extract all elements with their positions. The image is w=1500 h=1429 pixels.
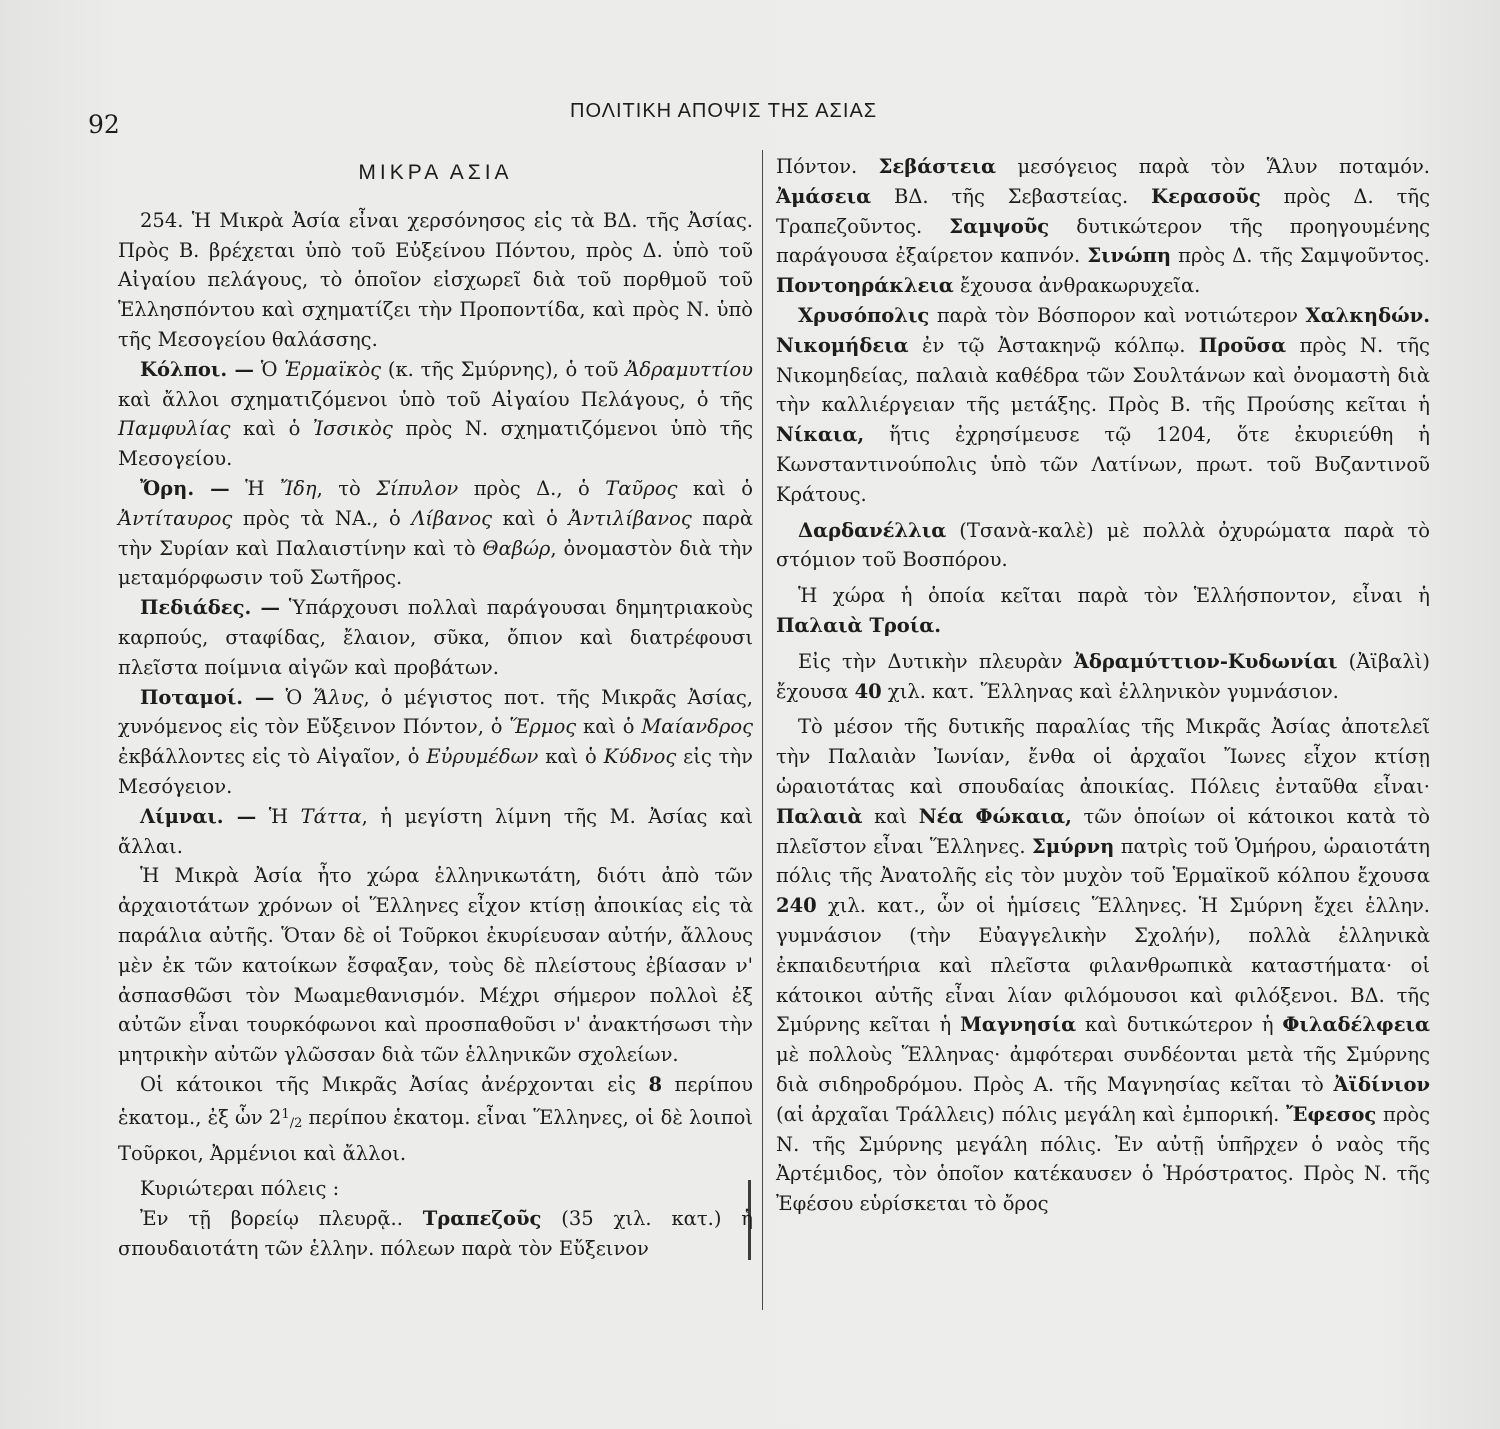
paragraph-plains: Πεδιάδες. — Ὑπάρχουσι πολλαὶ παράγουσαι δημητριακοὺς καρπούς, σταφίδας, ἔλαιον, σῦκα, ὄπιον καὶ διατρέφουσι πλεῖστα ποίμνια αἰγῶν καὶ προβάτων. [118, 596, 753, 679]
page-number: 92 [88, 110, 120, 139]
paragraph-rivers: Ποταμοί. — Ὁ Ἅλυς, ὁ μέγιστος ποτ. τῆς Μικρᾶς Ἀσίας, χυνόμενος εἰς τὸν Εὔξεινον Πόντον, ὁ Ἕρμος καὶ ὁ Μαίανδρος ἐκβάλλοντες εἰς τὸ Αἰγαῖον, ὁ Εὐρυμέδων καὶ ὁ Κύδνος εἰς τὴν Μεσόγειον. [118, 685, 753, 798]
paragraph-254: 254. Ἡ Μικρὰ Ἀσία εἶναι χερσόνησος εἰς τὰ ΒΔ. τῆς Ἀσίας. Πρὸς Β. βρέχεται ὑπὸ τοῦ Εὐξείνου Πόντου, πρὸς Δ. ὑπὸ τοῦ Αἰγαίου πελάγους, τὸ ὁποῖον εἰσχωρεῖ διὰ τοῦ πορθμοῦ τοῦ Ἑλλησπόντου καὶ σχηματίζει τὴν Προποντίδα, καὶ πρὸς Ν. ὑπὸ τῆς Μεσογείου θαλάσσης. [118, 208, 753, 351]
paragraph-pontus: Πόντον. Σεβάστεια μεσόγειος παρὰ τὸν Ἅλυν ποταμόν. Ἀμάσεια ΒΔ. τῆς Σεβαστείας. Κερασοῦς πρὸς Δ. τῆς Τραπεζοῦντος. Σαμψοῦς δυτικώτερον τῆς προηγουμένης παράγουσα ἐξαίρετον καπνόν. Σινώπη πρὸς Δ. τῆς Σαμψοῦντος. Ποντοηράκλεια ἔχουσα ἀνθρακωρυχεῖα. [776, 155, 1430, 298]
heading-mountains: Ὄρη. — [140, 476, 230, 500]
cities-heading: Κυριώτεραι πόλεις : [140, 1177, 340, 1201]
heading-rivers: Ποταμοί. — [140, 685, 275, 709]
paragraph-dardanelles: Δαρδανέλλια (Τσανὰ-καλὲ) μὲ πολλὰ ὀχυρώματα παρὰ τὸ στόμιον τοῦ Βοσπόρου. [776, 518, 1430, 572]
left-column [118, 152, 753, 1264]
paragraph-population: Οἱ κάτοικοι τῆς Μικρᾶς Ἀσίας ἀνέρχονται εἰς 8 περίπου ἑκατομ., ἐξ ὧν $2^1_{/2}$ περίπου ἑκατομ. εἶναι Ἕλληνες, οἱ δὲ λοιποὶ Τοῦρκοι, Ἀρμένιοι καὶ ἄλλοι. [118, 1072, 753, 1165]
paragraph-mountains: Ὄρη. — Ἡ Ἴδη, τὸ Σίπυλον πρὸς Δ., ὁ Ταῦρος καὶ ὁ Ἀντίταυρος πρὸς τὰ ΝΑ., ὁ Λίβανος καὶ ὁ Ἀντιλίβανος παρὰ τὴν Συρίαν καὶ Παλαιστίνην καὶ τὸ Θαβώρ, ὀνομαστὸν διὰ τὴν μεταμόρφωσιν τοῦ Σωτῆρος. [118, 476, 754, 590]
paragraph-ionia: Τὸ μέσον τῆς δυτικῆς παραλίας τῆς Μικρᾶς Ἀσίας ἀποτελεῖ τὴν Παλαιὰν Ἰωνίαν, ἔνθα οἱ ἀρχαῖοι Ἴωνες εἶχον κτίσῃ ὡραιοτάτας καὶ σπουδαίας ἀποικίας. Πόλεις ἐνταῦθα εἶναι· Παλαιὰ καὶ Νέα Φώκαια, τῶν ὁποίων οἱ κάτοικοι κατὰ τὸ πλεῖστον εἶναι Ἕλληνες. Σμύρνη πατρὶς τοῦ Ὁμήρου, ὡραιοτάτη πόλις τῆς Ἀνατολῆς εἰς τὸν μυχὸν τοῦ Ἑρμαϊκοῦ κόλπου ἔχουσα 240 χιλ. κατ., ὧν οἱ ἡμίσεις Ἕλληνες. Ἡ Σμύρνη ἔχει ἑλλην. γυμνάσιον (τὴν Εὐαγγελικὴν Σχολήν), πολλὰ ἑλληνικὰ ἐκπαιδευτήρια καὶ πλεῖστα φιλανθρωπικὰ καταστήματα· οἱ κάτοικοι αὐτῆς εἶναι λίαν φιλόμουσοι καὶ φιλόξενοι. ΒΔ. τῆς Σμύρνης κεῖται ἡ Μαγνησία καὶ δυτικώτερον ἡ Φιλαδέλφεια μὲ πολλοὺς Ἕλληνας· ἀμφότεραι συνδέονται μετὰ τῆς Σμύρνης διὰ σιδηροδρόμου. Πρὸς Α. τῆς Μαγνησίας κεῖται τὸ Ἀϊδίνιον (αἱ ἀρχαῖαι Τράλλεις) πόλις μεγάλη καὶ ἐμπορική. Ἔφεσος πρὸς Ν. τῆς Σμύρνης μεγάλη πόλις. Ἐν αὐτῇ ὑπῆρχεν ὁ ναὸς τῆς Ἀρτέμιδος, τὸν ὁποῖον κατέκαυσεν ὁ Ἡρόστρατος. Πρὸς Ν. τῆς Ἐφέσου εὑρίσκεται τὸ ὄρος [776, 715, 1431, 1216]
heading-lakes: Λίμναι. — [140, 804, 257, 828]
column-divider [762, 150, 763, 1310]
paragraph-lakes: Λίμναι. — Ἡ Τάττα, ἡ μεγίστη λίμνη τῆς Μ. Ἀσίας καὶ ἄλλαι. [118, 804, 754, 858]
paragraph-gulfs: Κόλποι. — Ὁ Ἑρμαϊκὸς (κ. τῆς Σμύρνης), ὁ τοῦ Ἀδραμυττίου καὶ ἄλλοι σχηματιζόμενοι ὑπὸ τοῦ Αἰγαίου Πελάγους, ὁ τῆς Παμφυλίας καὶ ὁ Ἰσσικὸς πρὸς Ν. σχηματιζόμενοι ὑπὸ τῆς Μεσογείου. [118, 357, 754, 471]
paragraph-bosporus: Χρυσόπολις παρὰ τὸν Βόσπορον καὶ νοτιώτερον Χαλκηδών. Νικομήδεια ἐν τῷ Ἀστακηνῷ κόλπῳ. Προῦσα πρὸς Ν. τῆς Νικομηδείας, παλαιὰ καθέδρα τῶν Σουλτάνων καὶ ὀνομαστὴ διὰ τὴν καλλιέργειαν τῆς μετάξης. Πρὸς Β. τῆς Προύσης κεῖται ἡ Νίκαια, ἥτις ἐχρησίμευσε τῷ 1204, ὅτε ἐκυριεύθη ἡ Κωνσταντινούπολις ὑπὸ τῶν Λατίνων, πρωτ. τοῦ Βυζαντινοῦ Κράτους. [776, 303, 1430, 506]
heading-plains: Πεδιάδες. — [140, 596, 281, 620]
section-title: ΜΙΚΡΑ ΑΣΙΑ [358, 161, 513, 184]
paragraph-history: Ἡ Μικρὰ Ἀσία ἦτο χώρα ἑλληνικωτάτη, διότι ἀπὸ τῶν ἀρχαιοτάτων χρόνων οἱ Ἕλληνες εἶχον κτίσῃ ἀποικίας εἰς τὰ παράλια αὐτῆς. Ὅταν δὲ οἱ Τοῦρκοι ἐκυρίευσαν αὐτήν, ἄλλους μὲν ἐκ τῶν κατοίκων ἔσφαξαν, τοὺς δὲ πλείστους ἐβίασαν ν' ἀσπασθῶσι τὸν Μωαμεθανισμόν. Μέχρι σήμερον πολλοὶ ἐξ αὐτῶν εἶναι τουρκόφωνοι καὶ προσπαθοῦσι ν' ἀνακτήσωσι τὴν μητρικὴν αὐτῶν γλῶσσαν διὰ τῶν ἑλληνικῶν σχολείων. [118, 864, 753, 1067]
paragraph-trapezous: Ἐν τῇ βορείῳ πλευρᾷ.. Τραπεζοῦς (35 χιλ. κατ.) ἡ σπουδαιοτάτη τῶν ἑλλην. πόλεων παρὰ τὸν Εὔξεινον [118, 1207, 753, 1260]
paragraph-west-side: Εἰς τὴν Δυτικὴν πλευρὰν Ἀδραμύττιον-Κυδωνίαι (Ἀϊβαλὶ) ἔχουσα 40 χιλ. κατ. Ἕλληνας καὶ ἑλληνικὸν γυμνάσιον. [776, 649, 1430, 703]
right-column [776, 152, 1430, 1219]
paragraph-troy: Ἡ χώρα ἡ ὁποία κεῖται παρὰ τὸν Ἑλλήσποντον, εἶναι ἡ Παλαιὰ Τροία. [776, 584, 1430, 637]
running-title: ΠΟΛΙΤΙΚΗ ΑΠΟΨΙΣ ΤΗΣ ΑΣΙΑΣ [570, 100, 878, 122]
heading-gulfs: Κόλποι. — [140, 357, 254, 381]
